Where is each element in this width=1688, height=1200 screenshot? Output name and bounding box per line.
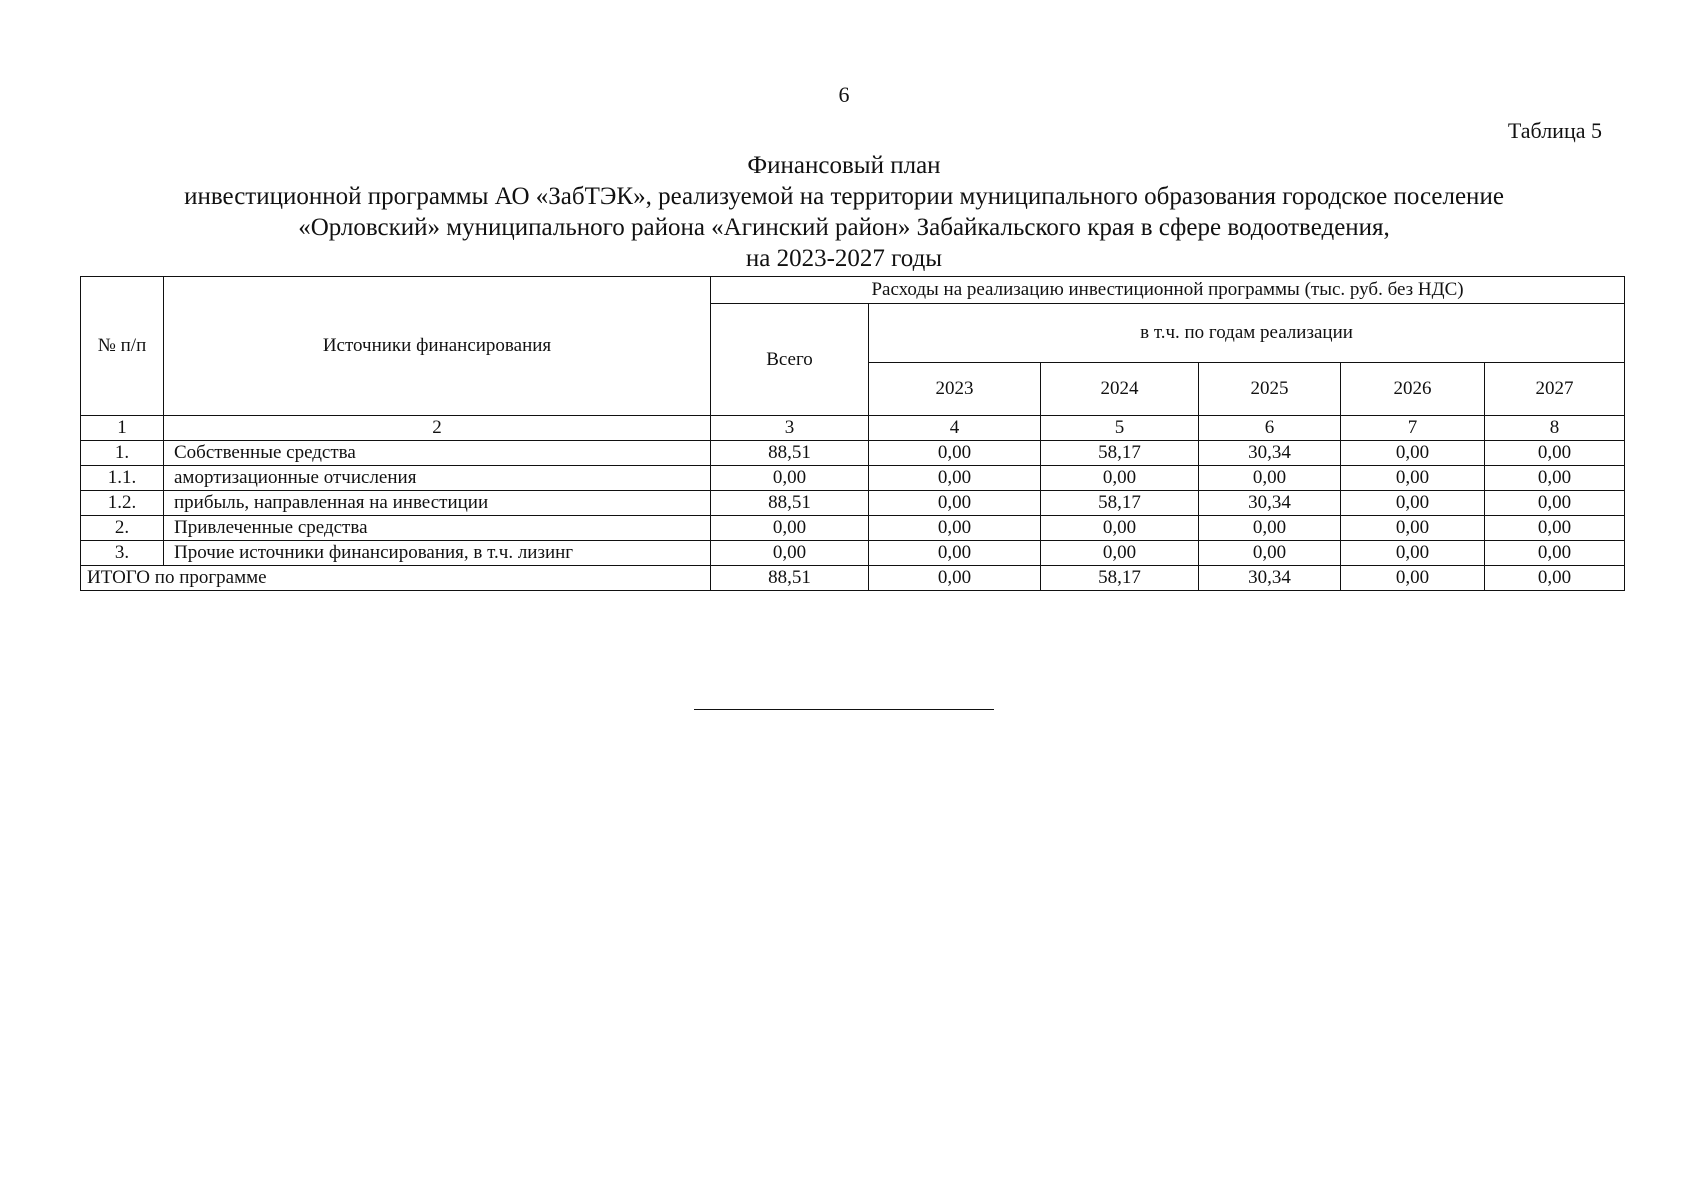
total-value: 30,34 <box>1199 566 1341 591</box>
row-value: 0,00 <box>1485 441 1625 466</box>
row-value: 0,00 <box>1041 541 1199 566</box>
row-value: 0,00 <box>869 491 1041 516</box>
header-year-2023: 2023 <box>869 363 1041 416</box>
row-value: 0,00 <box>711 541 869 566</box>
end-divider-line <box>694 709 994 710</box>
financial-plan-table <box>80 276 1625 591</box>
total-row <box>81 566 1625 591</box>
row-value: 0,00 <box>1341 541 1485 566</box>
row-value: 0,00 <box>1485 491 1625 516</box>
table-row <box>81 466 1625 491</box>
title-line-1: Финансовый план <box>747 152 941 179</box>
row-value: 30,34 <box>1199 441 1341 466</box>
column-number: 2 <box>164 416 711 441</box>
row-num: 1. <box>81 441 164 466</box>
row-value: 88,51 <box>711 441 869 466</box>
row-source-name: Прочие источники финансирования, в т.ч. лизинг <box>164 541 711 566</box>
table-label: Таблица 5 <box>1507 118 1602 143</box>
row-value: 0,00 <box>1199 541 1341 566</box>
title-line-2: инвестиционной программы АО «ЗабТЭК», реализуемой на территории муниципального образования городское поселение <box>184 183 1504 210</box>
row-value: 0,00 <box>1341 491 1485 516</box>
row-value: 0,00 <box>1341 441 1485 466</box>
column-number: 7 <box>1341 416 1485 441</box>
total-value: 0,00 <box>1485 566 1625 591</box>
column-number: 5 <box>1041 416 1199 441</box>
page-number: 6 <box>838 82 850 107</box>
row-source-name: Собственные средства <box>164 441 711 466</box>
total-value: 0,00 <box>869 566 1041 591</box>
header-by-years: в т.ч. по годам реализации <box>869 304 1625 363</box>
table-row <box>81 541 1625 566</box>
row-source-name: Привлеченные средства <box>164 516 711 541</box>
total-value: 0,00 <box>1341 566 1485 591</box>
table-row <box>81 491 1625 516</box>
row-value: 0,00 <box>1199 516 1341 541</box>
row-value: 0,00 <box>869 466 1041 491</box>
column-numbers-row <box>81 416 1625 441</box>
row-value: 0,00 <box>711 516 869 541</box>
row-value: 88,51 <box>711 491 869 516</box>
column-number: 8 <box>1485 416 1625 441</box>
row-value: 0,00 <box>1041 516 1199 541</box>
header-expenses: Расходы на реализацию инвестиционной программы (тыс. руб. без НДС) <box>711 277 1625 304</box>
column-number: 4 <box>869 416 1041 441</box>
row-value: 0,00 <box>1485 541 1625 566</box>
header-total: Всего <box>711 304 869 416</box>
header-num: № п/п <box>81 277 164 416</box>
row-value: 0,00 <box>1341 466 1485 491</box>
row-value: 0,00 <box>1485 466 1625 491</box>
row-source-name: амортизационные отчисления <box>164 466 711 491</box>
header-year-2026: 2026 <box>1341 363 1485 416</box>
total-value: 88,51 <box>711 566 869 591</box>
column-number: 3 <box>711 416 869 441</box>
header-year-2027: 2027 <box>1485 363 1625 416</box>
row-value: 0,00 <box>1341 516 1485 541</box>
column-number: 1 <box>81 416 164 441</box>
row-value: 30,34 <box>1199 491 1341 516</box>
row-num: 2. <box>81 516 164 541</box>
row-value: 58,17 <box>1041 491 1199 516</box>
row-value: 0,00 <box>1199 466 1341 491</box>
row-value: 0,00 <box>869 441 1041 466</box>
row-value: 0,00 <box>1485 516 1625 541</box>
total-value: 58,17 <box>1041 566 1199 591</box>
column-number: 6 <box>1199 416 1341 441</box>
title-line-4: на 2023-2027 годы <box>745 245 943 272</box>
row-num: 1.2. <box>81 491 164 516</box>
row-num: 1.1. <box>81 466 164 491</box>
row-value: 0,00 <box>1041 466 1199 491</box>
header-year-2025: 2025 <box>1199 363 1341 416</box>
row-value: 0,00 <box>711 466 869 491</box>
row-value: 58,17 <box>1041 441 1199 466</box>
document-title <box>60 150 1628 274</box>
total-label: ИТОГО по программе <box>81 566 711 591</box>
table-row <box>81 441 1625 466</box>
header-year-2024: 2024 <box>1041 363 1199 416</box>
row-value: 0,00 <box>869 541 1041 566</box>
row-source-name: прибыль, направленная на инвестиции <box>164 491 711 516</box>
row-num: 3. <box>81 541 164 566</box>
header-sources: Источники финансирования <box>164 277 711 416</box>
title-line-3: «Орловский» муниципального района «Агинский район» Забайкальского края в сфере водоотведения, <box>298 214 1390 241</box>
table-row <box>81 516 1625 541</box>
row-value: 0,00 <box>869 516 1041 541</box>
